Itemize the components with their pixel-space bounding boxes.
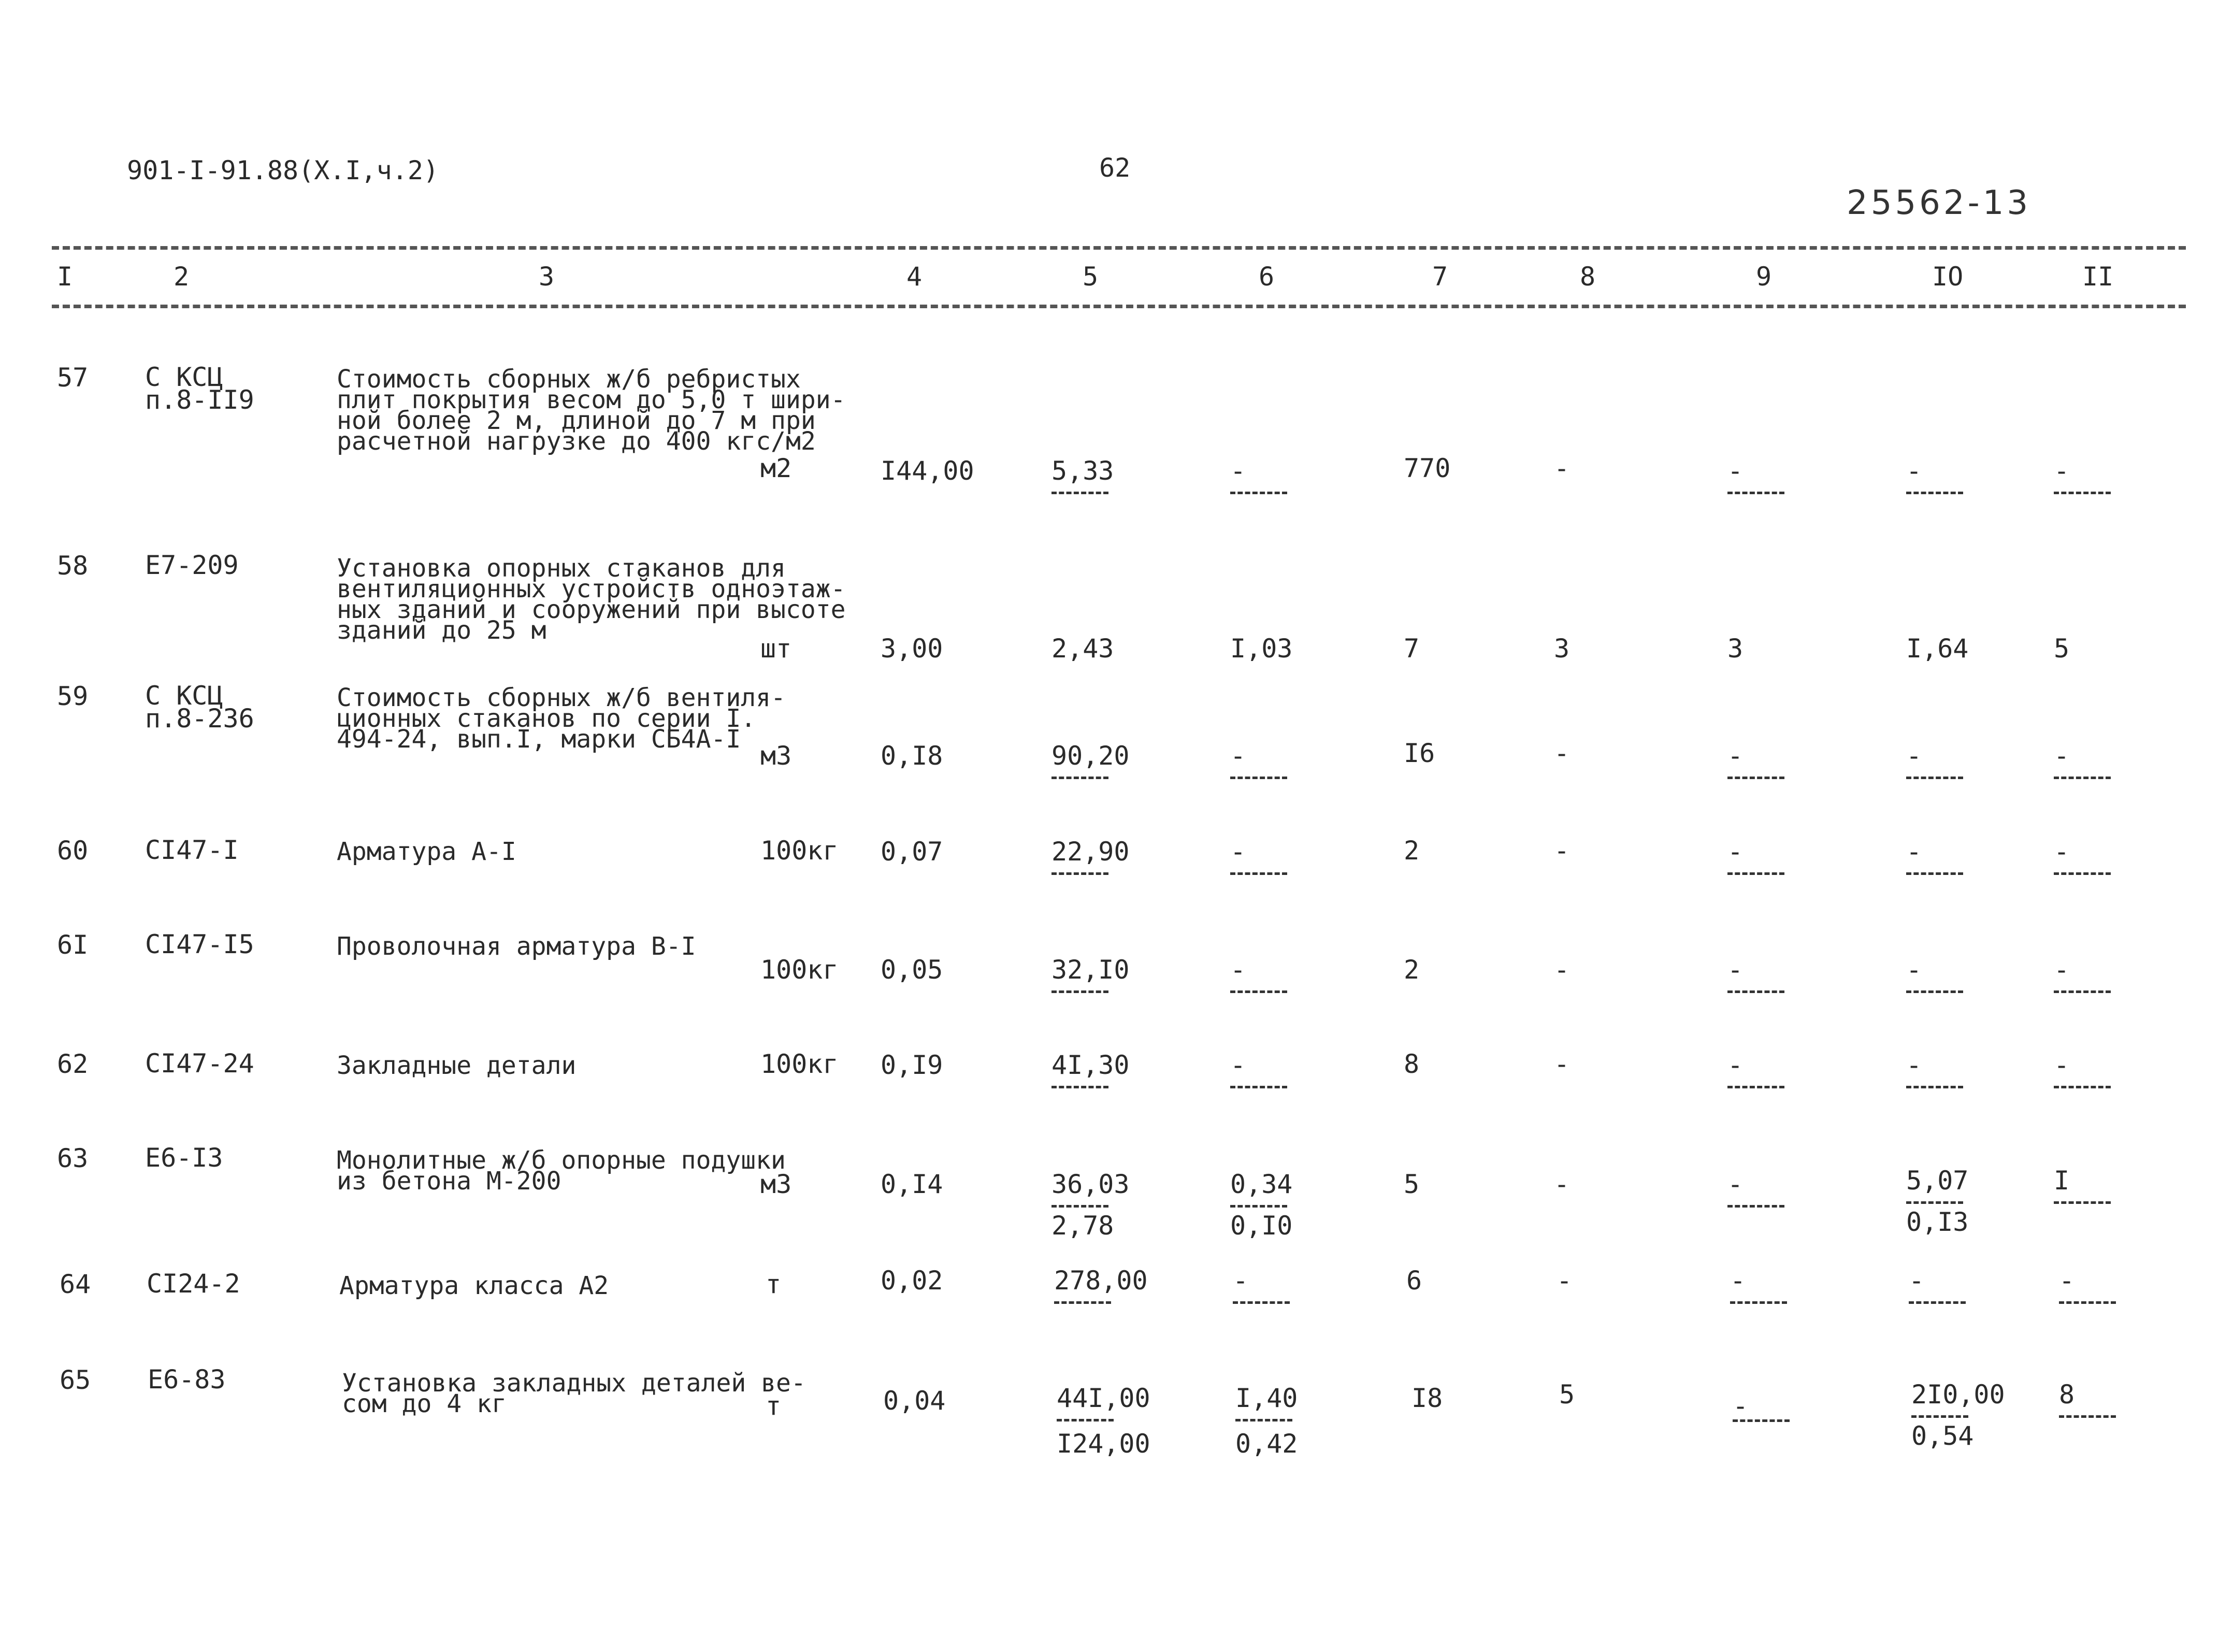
col-7-value: 6 — [1406, 1266, 1422, 1296]
column-header-11: II — [2082, 262, 2114, 292]
col-8-value: - — [1554, 955, 1570, 985]
quantity: I44,00 — [881, 456, 974, 486]
row-number: 64 — [60, 1269, 91, 1299]
fraction-top: - — [2054, 741, 2070, 771]
fraction-line — [1230, 492, 1287, 494]
unit: шт — [760, 634, 792, 664]
quantity: 3,00 — [881, 634, 943, 664]
work-description: расчетной нагрузке до 400 кгс/м2 — [337, 427, 816, 456]
work-description: плит покрытия весом до 5,0 т шири- — [337, 385, 846, 414]
price-code: Е7-209 — [145, 550, 239, 580]
fraction-line — [1733, 1419, 1790, 1422]
price-code: СI47-24 — [145, 1048, 254, 1079]
fraction-line — [1230, 1086, 1287, 1088]
fraction-bottom: 0,54 — [1911, 1421, 1974, 1451]
price-code: С КСЦ — [145, 362, 223, 392]
unit: м3 — [760, 1169, 792, 1199]
col-8-value: - — [1554, 1169, 1570, 1199]
fraction-top: - — [2059, 1266, 2075, 1296]
work-description: сом до 4 кг — [342, 1389, 507, 1418]
fraction-bottom: I24,00 — [1057, 1429, 1150, 1459]
fraction-line — [1909, 1301, 1966, 1304]
unit: т — [766, 1269, 782, 1299]
col-10-value: I,64 — [1906, 634, 1969, 664]
fraction-line — [2054, 990, 2111, 993]
col-7-value: 2 — [1404, 836, 1420, 866]
col-8-value: - — [1554, 1049, 1570, 1079]
fraction-line — [2059, 1301, 2116, 1304]
fraction-line — [1727, 777, 1784, 779]
fraction-top: - — [1906, 456, 1922, 486]
quantity: 0,07 — [881, 837, 943, 867]
unit: т — [766, 1391, 782, 1421]
fraction-line — [1911, 1415, 1968, 1418]
column-header-4: 4 — [906, 262, 923, 292]
document-code: 901-I-91.88(Х.I,ч.2) — [127, 155, 439, 185]
header-rule-bottom — [52, 305, 2186, 308]
fraction-top: 8 — [2059, 1380, 2075, 1410]
fraction-top: 0,34 — [1230, 1169, 1293, 1199]
quantity: 0,05 — [881, 955, 943, 985]
unit: м2 — [760, 453, 792, 483]
fraction-top: - — [1230, 955, 1246, 985]
fraction-top: - — [1727, 955, 1744, 985]
col-7-value: 2 — [1404, 955, 1420, 985]
fraction-line — [1057, 1419, 1114, 1421]
row-number: 58 — [57, 551, 89, 581]
col-9-value: 3 — [1727, 634, 1744, 664]
quantity: 0,04 — [883, 1386, 946, 1416]
column-header-8: 8 — [1580, 262, 1596, 292]
fraction-bottom: 0,42 — [1235, 1429, 1298, 1459]
fraction-line — [1051, 1086, 1108, 1088]
fraction-line — [1051, 990, 1108, 993]
row-number: 62 — [57, 1049, 89, 1079]
col-11-value: 5 — [2054, 634, 2070, 664]
fraction-line — [2054, 777, 2111, 779]
col-8-value: 5 — [1559, 1380, 1575, 1410]
fraction-top: - — [1230, 837, 1246, 867]
sheet-stamp: 25562-13 — [1847, 184, 2032, 222]
work-description: вентиляционных устройств одноэтаж- — [337, 574, 846, 604]
fraction-bottom: 0,I3 — [1906, 1207, 1969, 1237]
column-header-9: 9 — [1756, 262, 1772, 292]
fraction-line — [1727, 1205, 1784, 1208]
row-number: 6I — [57, 930, 89, 960]
fraction-line — [1230, 1205, 1287, 1208]
column-header-2: 2 — [174, 262, 190, 292]
unit: 100кг — [760, 836, 839, 866]
fraction-top: - — [1906, 955, 1922, 985]
quantity: 0,02 — [881, 1266, 943, 1296]
work-description: Арматура А-I — [337, 837, 516, 866]
fraction-line — [1730, 1301, 1787, 1304]
fraction-bottom: 0,I0 — [1230, 1211, 1293, 1241]
fraction-top: 22,90 — [1051, 837, 1130, 867]
col-7-value: I6 — [1404, 738, 1435, 768]
page-number: 62 — [1099, 153, 1131, 183]
column-header-10: IO — [1932, 262, 1964, 292]
col-8-value: - — [1554, 836, 1570, 866]
fraction-top: 2I0,00 — [1911, 1380, 2005, 1410]
fraction-top: I,40 — [1235, 1383, 1298, 1413]
fraction-top: 90,20 — [1051, 741, 1130, 771]
fraction-top: - — [1727, 456, 1744, 486]
fraction-bottom: 2,78 — [1051, 1211, 1114, 1241]
fraction-top: - — [2054, 1050, 2070, 1080]
work-description: Стоимость сборных ж/б вентиля- — [337, 683, 786, 712]
fraction-line — [2059, 1415, 2116, 1418]
column-header-7: 7 — [1432, 262, 1448, 292]
price-code: СI24-2 — [147, 1269, 240, 1299]
fraction-line — [1906, 1086, 1963, 1088]
fraction-top: - — [1906, 741, 1922, 771]
price-code: СI47-I — [145, 835, 239, 865]
fraction-line — [1906, 492, 1963, 494]
fraction-top: - — [1909, 1266, 1925, 1296]
column-header-3: 3 — [539, 262, 555, 292]
fraction-top: - — [1906, 837, 1922, 867]
header-rule-top — [52, 246, 2186, 250]
row-number: 63 — [57, 1143, 89, 1173]
col-8-value: - — [1554, 453, 1570, 483]
work-description: Монолитные ж/б опорные подушки — [337, 1146, 786, 1175]
fraction-top: - — [1230, 456, 1246, 486]
fraction-line — [1054, 1301, 1111, 1304]
col-5-value: 2,43 — [1051, 634, 1114, 664]
fraction-top: 5,33 — [1051, 456, 1114, 486]
col-8-value: - — [1557, 1266, 1573, 1296]
fraction-line — [1051, 872, 1108, 875]
fraction-top: - — [1730, 1266, 1746, 1296]
fraction-top: - — [1906, 1050, 1922, 1080]
fraction-line — [1230, 777, 1287, 779]
work-description: ционных стаканов по серии I. — [337, 704, 756, 733]
fraction-line — [2054, 1201, 2111, 1204]
column-header-5: 5 — [1083, 262, 1099, 292]
fraction-top: - — [1727, 1050, 1744, 1080]
fraction-top: - — [1727, 1169, 1744, 1199]
column-header-6: 6 — [1259, 262, 1275, 292]
fraction-top: 36,03 — [1051, 1169, 1130, 1199]
fraction-top: - — [1733, 1391, 1749, 1421]
fraction-line — [1727, 1086, 1784, 1088]
unit: 100кг — [760, 955, 839, 985]
fraction-line — [1906, 777, 1963, 779]
col-7-value: 5 — [1404, 1169, 1420, 1199]
fraction-top: 5,07 — [1906, 1166, 1969, 1196]
fraction-line — [1230, 872, 1287, 875]
fraction-line — [2054, 1086, 2111, 1088]
fraction-line — [1233, 1301, 1290, 1304]
fraction-top: - — [1727, 837, 1744, 867]
work-description: зданий до 25 м — [337, 616, 546, 645]
fraction-top: - — [1233, 1266, 1249, 1296]
work-description: Закладные детали — [337, 1051, 577, 1080]
price-code: п.8-II9 — [145, 385, 254, 415]
quantity: 0,I9 — [881, 1050, 943, 1080]
fraction-top: 32,I0 — [1051, 955, 1130, 985]
col-6-value: I,03 — [1230, 634, 1293, 664]
row-number: 59 — [57, 681, 89, 711]
row-number: 65 — [60, 1365, 91, 1395]
col-8-value: 3 — [1554, 634, 1570, 664]
col-7-value: I8 — [1411, 1383, 1443, 1413]
fraction-line — [1906, 872, 1963, 875]
col-7-value: 770 — [1404, 453, 1451, 483]
quantity: 0,I8 — [881, 741, 943, 771]
fraction-line — [2054, 872, 2111, 875]
fraction-top: 44I,00 — [1057, 1383, 1150, 1413]
work-description: Установка закладных деталей ве- — [342, 1369, 806, 1398]
fraction-top: - — [1727, 741, 1744, 771]
fraction-line — [1230, 990, 1287, 993]
fraction-line — [1906, 1201, 1963, 1204]
fraction-line — [1051, 1205, 1108, 1208]
work-description: Стоимость сборных ж/б ребристых — [337, 365, 801, 394]
work-description: Установка опорных стаканов для — [337, 554, 786, 583]
work-description: из бетона М-200 — [337, 1167, 561, 1196]
quantity: 0,I4 — [881, 1169, 943, 1199]
col-7-value: 7 — [1404, 634, 1420, 664]
fraction-top: - — [2054, 837, 2070, 867]
fraction-top: - — [2054, 955, 2070, 985]
fraction-line — [1235, 1419, 1292, 1421]
fraction-top: I — [2054, 1166, 2070, 1196]
price-code: Е6-83 — [148, 1364, 226, 1395]
fraction-line — [1051, 492, 1108, 494]
col-8-value: - — [1554, 738, 1570, 768]
fraction-top: - — [1230, 1050, 1246, 1080]
fraction-line — [1727, 492, 1784, 494]
fraction-top: 278,00 — [1054, 1266, 1148, 1296]
fraction-top: - — [1230, 741, 1246, 771]
row-number: 57 — [57, 363, 89, 393]
work-description: Проволочная арматура В-I — [337, 932, 696, 961]
price-code: Е6-I3 — [145, 1143, 223, 1173]
work-description: ных зданий и сооружений при высоте — [337, 595, 846, 624]
fraction-line — [1051, 777, 1108, 779]
fraction-top: 4I,30 — [1051, 1050, 1130, 1080]
col-7-value: 8 — [1404, 1049, 1420, 1079]
fraction-line — [1906, 990, 1963, 993]
fraction-line — [2054, 492, 2111, 494]
row-number: 60 — [57, 836, 89, 866]
work-description: ной более 2 м, длиной до 7 м при — [337, 406, 816, 435]
unit: м3 — [760, 741, 792, 771]
work-description: 494-24, вып.I, марки СБ4А-I — [337, 725, 741, 754]
price-code: п.8-236 — [145, 703, 254, 734]
column-header-1: I — [57, 262, 73, 292]
price-code: СI47-I5 — [145, 929, 254, 959]
price-code: С КСЦ — [145, 681, 223, 711]
work-description: Арматура класса А2 — [339, 1271, 609, 1300]
unit: 100кг — [760, 1049, 839, 1079]
fraction-line — [1727, 872, 1784, 875]
fraction-line — [1727, 990, 1784, 993]
fraction-top: - — [2054, 456, 2070, 486]
